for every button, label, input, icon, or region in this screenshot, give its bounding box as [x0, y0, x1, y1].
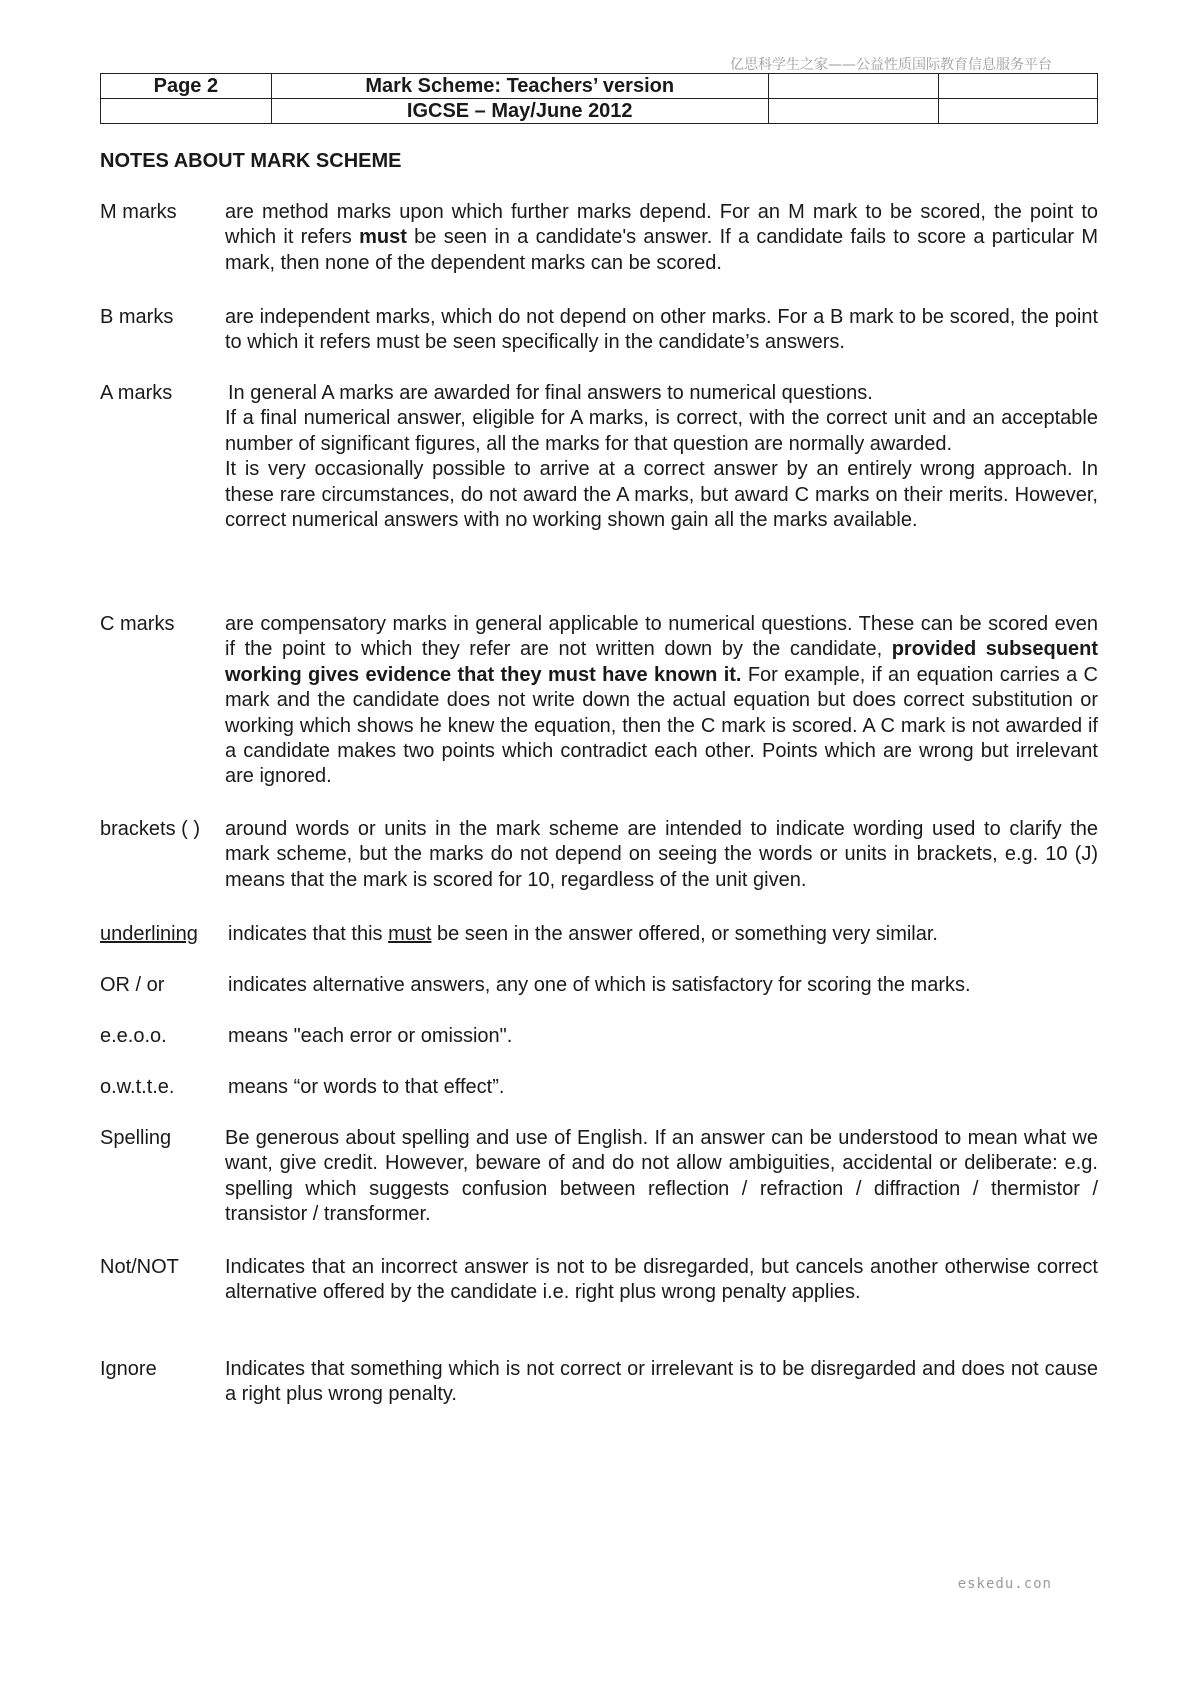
term-description: indicates alternative answers, any one of which is satisfactory for scoring the marks. [228, 974, 971, 996]
header-empty-cell [768, 99, 939, 124]
term-description: Be generous about spelling and use of English. If an answer can be understood to mean what we want, give credit. However, beware of and do not allow ambiguities, accidental or deliberate: e.g. spelling which suggests confusion between reflection / refraction / diffraction / thermistor / transistor / transformer. [225, 1127, 1098, 1226]
m-marks-entry [100, 200, 1098, 276]
term-description: are compensatory marks in general applicable to numerical questions. These can be scored even if the point to which they refer are not written down by the candidate, provided subsequent working gives evidence that they must have known it. For example, if an equation carries a C mark and the candidate does not write down the actual equation but does correct substitution or working which shows he knew the equation, then the C mark is scored. A C mark is not awarded if a candidate makes two points which contradict each other. Points which are wrong but irrelevant are ignored. [225, 613, 1098, 788]
term-label: Ignore [100, 1358, 157, 1380]
page-number: Page 2 [101, 74, 272, 99]
b-marks-entry [100, 305, 1098, 356]
watermark-text: 亿思科学生之家——公益性质国际教育信息服务平台 [730, 57, 1052, 73]
term-description: are method marks upon which further marks depend. For an M mark to be scored, the point to which it refers must be seen in a candidate's answer. If a candidate fails to score a particular M mark, then none of the dependent marks can be scored. [225, 201, 1098, 274]
document-title: Mark Scheme: Teachers’ version [271, 74, 768, 99]
brackets-entry [100, 817, 1098, 893]
term-label: B marks [100, 306, 174, 328]
eeoo-entry [100, 1024, 1098, 1049]
not-entry [100, 1255, 1098, 1306]
term-description: Indicates that an incorrect answer is not to be disregarded, but cancels another otherwise correct alternative offered by the candidate i.e. right plus wrong penalty applies. [225, 1256, 1098, 1304]
c-marks-entry [100, 612, 1098, 790]
term-description: indicates that this must be seen in the answer offered, or something very similar. [228, 923, 938, 945]
term-label: C marks [100, 613, 175, 635]
footer-watermark: eskedu.con [957, 1576, 1052, 1592]
header-empty-cell [768, 74, 939, 99]
or-entry [100, 973, 1098, 998]
term-label: underlining [100, 923, 198, 945]
term-description: means "each error or omission". [228, 1025, 513, 1047]
term-label: A marks [100, 382, 173, 404]
spelling-entry [100, 1126, 1098, 1228]
owtte-entry [100, 1075, 1098, 1100]
term-description: Indicates that something which is not correct or irrelevant is to be disregarded and does not cause a right plus wrong penalty. [225, 1358, 1098, 1406]
a-marks-entry [100, 381, 1098, 533]
term-label: o.w.t.t.e. [100, 1076, 175, 1098]
header-empty-cell [939, 99, 1098, 124]
term-label: e.e.o.o. [100, 1025, 167, 1047]
term-description: are independent marks, which do not depend on other marks. For a B mark to be scored, the point to which it refers must be seen specifically in the candidate’s answers. [225, 306, 1098, 354]
exam-session: IGCSE – May/June 2012 [271, 99, 768, 124]
term-description: around words or units in the mark scheme are intended to indicate wording used to clarify the mark scheme, but the marks do not depend on seeing the words or units in brackets, e.g. 10 (J) means that the mark is scored for 10, regardless of the unit given. [225, 818, 1098, 891]
term-label: Spelling [100, 1127, 172, 1149]
ignore-entry [100, 1357, 1098, 1408]
header-table [100, 73, 1098, 124]
header-empty-cell [939, 74, 1098, 99]
term-label: Not/NOT [100, 1256, 179, 1278]
term-label: brackets ( ) [100, 818, 201, 840]
header-empty-cell [101, 99, 272, 124]
term-label: OR / or [100, 974, 165, 996]
term-description: means “or words to that effect”. [228, 1076, 505, 1098]
term-label: M marks [100, 201, 177, 223]
section-heading: NOTES ABOUT MARK SCHEME [100, 150, 402, 172]
term-description: In general A marks are awarded for final answers to numerical questions. If a final numerical answer, eligible for A marks, is correct, with the correct unit and an acceptable number of significant figures, all the marks for that question are normally awarded. It is very occasionally possible to arrive at a correct answer by an entirely wrong approach. In these rare circumstances, do not award the A marks, but award C marks on their merits. However, correct numerical answers with no working shown gain all the marks available. [225, 382, 1098, 532]
underlining-entry [100, 922, 1098, 947]
